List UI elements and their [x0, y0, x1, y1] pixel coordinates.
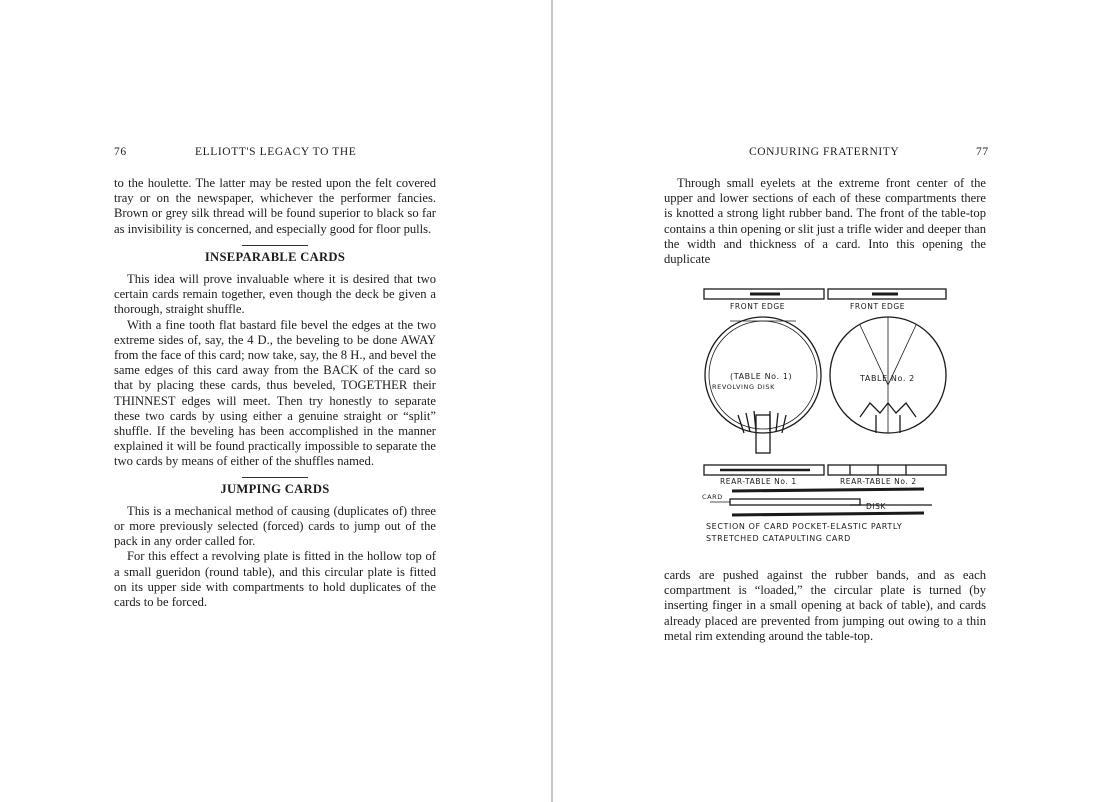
label-table-1: (TABLE No. 1) [730, 372, 793, 381]
paragraph: For this effect a revolving plate is fitted in the hollow top of a small gueridon (round table), and this circular plate is fitted on its upper side with compartments to hold duplicates of the cards to be forced. [114, 549, 436, 610]
label-card: CARD [702, 493, 723, 501]
paragraph: Through small eyelets at the extreme front center of the upper and lower sections of each of these compartments there is knotted a strong light rubber band. The front of the table-top contains a thin opening or slit just a trifle wider and deeper than the width and thickness of a card. Into this opening the duplicate [664, 176, 986, 267]
running-head-left: ELLIOTT'S LEGACY TO THE [195, 146, 357, 158]
left-text-block [114, 176, 436, 610]
running-head-right: CONJURING FRATERNITY [749, 146, 900, 158]
page-number-left: 76 [114, 146, 127, 158]
paragraph: This is a mechanical method of causing (duplicates of) three or more previously selected (forced) cards to jump out of the pack in any order called for. [114, 503, 436, 549]
label-table-2: TABLE No. 2 [860, 374, 915, 383]
label-front-edge-1: FRONT EDGE [730, 302, 786, 311]
label-rear-table-2: REAR-TABLE No. 2 [840, 477, 917, 486]
card-in-pocket [730, 499, 860, 505]
paragraph: This idea will prove invaluable where it is desired that two certain cards remain together, even though the deck be given a thorough, straight shuffle. [114, 272, 436, 317]
page-number-right: 77 [976, 146, 989, 158]
right-text-top [664, 176, 986, 267]
figure-drawing [700, 285, 950, 547]
caption-line-2: STRETCHED CATAPULTING CARD [706, 534, 851, 543]
paragraph: cards are pushed against the rubber bands, and as each compartment is “loaded,” the circular plate is turned (by inserting finger in a small opening at back of table), and cards already placed are prevented from jumping out owing to a thin metal rim extending around the table-top. [664, 568, 986, 643]
label-disk: DISK [866, 502, 887, 511]
right-text-bottom [664, 568, 986, 644]
heading-jumping-cards: JUMPING CARDS [220, 481, 330, 496]
rear-table-bar-2 [828, 465, 946, 475]
label-revolving-disk: REVOLVING DISK [712, 383, 776, 391]
section-divider [242, 245, 308, 246]
paragraph: With a fine tooth flat bastard file bevel the edges at the two extreme sides of, say, the 4 D., the beveling to be done AWAY from the face of this card; now take, say, the 8 H., and bevel the same edges of this card away from the BACK of the card so that by placing these cards, thus beveled, TOGETHER their THINNEST edges will meet. Then try honestly to separate these two cards by using either a genuine straight or “split” shuffle. If the beveling has been accomplished in the manner explained it will be found practically impossible to separate the two cards by means of either of the shuffles named. [114, 317, 436, 469]
continuation-paragraph: to the houlette. The latter may be rested upon the felt covered tray or on the newspaper, whichever the performer fancies. Brown or grey silk thread will be found superior to black so far as invisibility is concerned, and especially good for floor pulls. [114, 176, 436, 236]
label-rear-table-1: REAR-TABLE No. 1 [720, 477, 797, 486]
heading-inseparable-cards: INSEPARABLE CARDS [204, 249, 346, 264]
table-1-slot [756, 415, 770, 453]
caption-line-1: SECTION OF CARD POCKET-ELASTIC PARTLY [706, 522, 903, 531]
section-divider [242, 477, 308, 478]
label-front-edge-2: FRONT EDGE [850, 302, 906, 311]
jumping-cards-figure [700, 285, 950, 547]
